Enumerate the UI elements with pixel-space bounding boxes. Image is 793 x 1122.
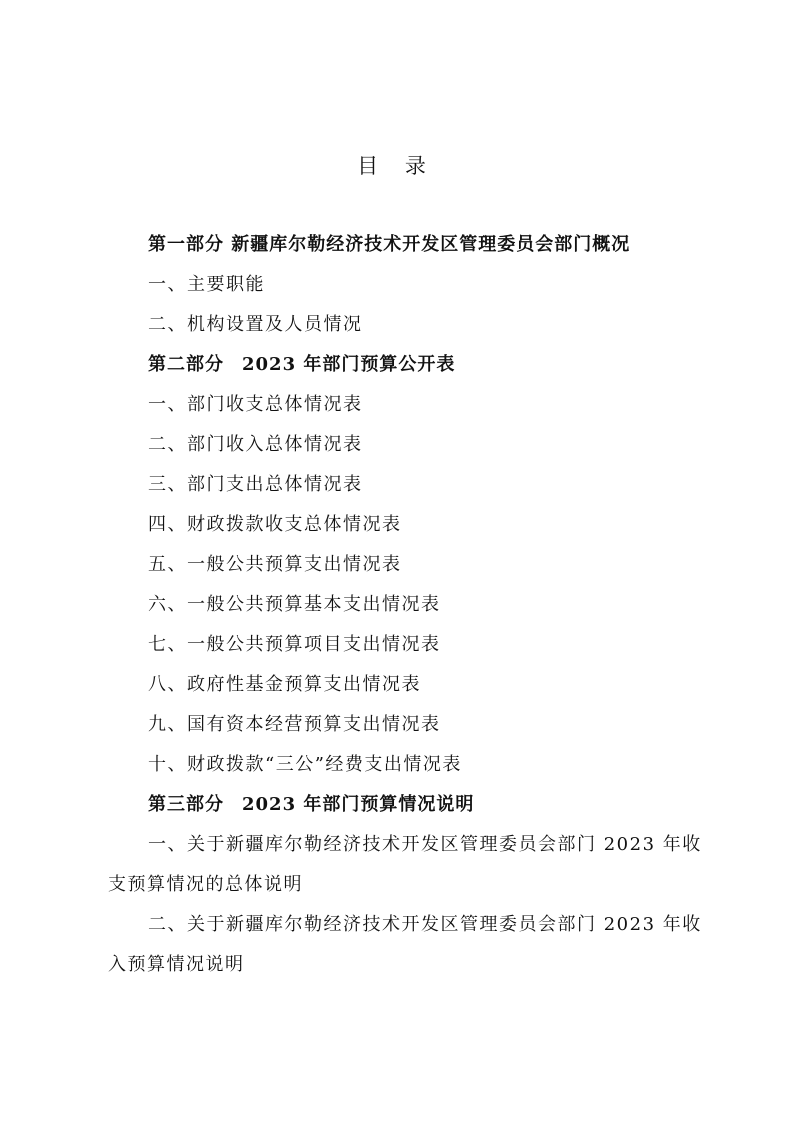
toc-item[interactable]: 四、财政拨款收支总体情况表 (148, 514, 402, 535)
part-3-heading[interactable] (108, 785, 708, 825)
part-2-heading-text: 2023 年部门预算公开表 (242, 354, 456, 375)
part-2-heading[interactable] (108, 345, 708, 385)
toc-item[interactable]: 一、部门收支总体情况表 (148, 394, 363, 415)
toc-item[interactable]: 六、一般公共预算基本支出情况表 (148, 594, 441, 615)
toc-item[interactable]: 九、国有资本经营预算支出情况表 (148, 714, 441, 735)
toc-title: 目 录 (357, 154, 436, 178)
part-3-heading-text: 2023 年部门预算情况说明 (242, 794, 475, 815)
toc-item[interactable]: 五、一般公共预算支出情况表 (148, 554, 402, 575)
toc-item[interactable]: 八、政府性基金预算支出情况表 (148, 674, 421, 695)
toc-item-multiline[interactable]: 一、关于新疆库尔勒经济技术开发区管理委员会部门 2023 年收支预算情况的总体说明 (108, 834, 702, 895)
toc-item[interactable]: 一、主要职能 (148, 274, 265, 295)
table-of-contents (108, 225, 708, 985)
toc-item[interactable]: 二、部门收入总体情况表 (148, 434, 363, 455)
toc-item[interactable]: 七、一般公共预算项目支出情况表 (148, 634, 441, 655)
toc-item[interactable]: 二、机构设置及人员情况 (148, 314, 363, 335)
toc-item[interactable]: 十、财政拨款“三公”经费支出情况表 (148, 754, 462, 775)
part-2-heading-prefix: 第二部分 (148, 354, 224, 375)
toc-item-multiline[interactable]: 二、关于新疆库尔勒经济技术开发区管理委员会部门 2023 年收入预算情况说明 (108, 914, 702, 975)
part-1-heading[interactable]: 第一部分 新疆库尔勒经济技术开发区管理委员会部门概况 (148, 234, 631, 255)
part-3-heading-prefix: 第三部分 (148, 794, 224, 815)
toc-item[interactable]: 三、部门支出总体情况表 (148, 474, 363, 495)
